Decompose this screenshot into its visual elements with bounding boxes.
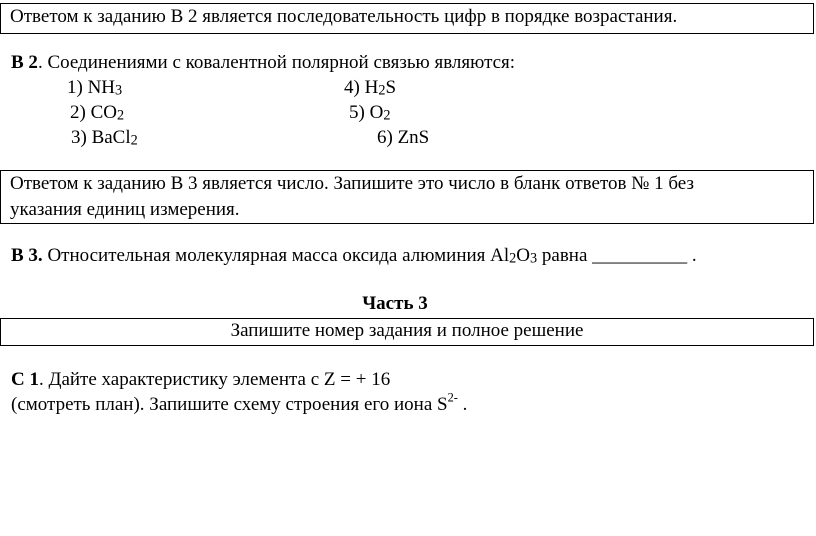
- instruction-b2-text: Ответом к заданию В 2 является последовательность цифр в порядке возрастания.: [10, 6, 678, 27]
- b2-question-text: . Соединениями с ковалентной полярной связью являются:: [37, 52, 516, 73]
- b2-option-5: 5) $O_2$: [349, 102, 391, 124]
- b2-label: В 2: [11, 52, 38, 73]
- instruction-box-b2: [0, 3, 814, 34]
- instruction-box-b3: [0, 170, 814, 224]
- part3-instruction-box: [0, 318, 814, 346]
- part3-title: Часть 3: [362, 293, 428, 314]
- b3-label: В 3.: [11, 245, 43, 266]
- b3-question: В 3. Относительная молекулярная масса оксида алюминия $Al_2O_3$ равна __________ .: [11, 245, 697, 267]
- instruction-b3-line1: Ответом к заданию В 3 является число. Запишите это число в бланк ответов № 1 без: [10, 173, 694, 194]
- instruction-b3-line2: указания единиц измерения.: [10, 199, 240, 220]
- b2-option-3: 3) BaCl$_2$: [71, 127, 138, 149]
- b2-option-4: 4) $H_2S$: [344, 77, 397, 99]
- c1-label: С 1: [11, 369, 39, 390]
- b2-option-1: 1) $NH_3$: [67, 77, 123, 99]
- b2-option-6: 6) ZnS: [377, 127, 430, 148]
- c1-line1: С 1. Дайте характеристику элемента с Z = + 16: [11, 369, 391, 390]
- b2-option-2: 2) $CO_2$: [70, 102, 125, 124]
- part3-instruction-text: Запишите номер задания и полное решение: [230, 320, 584, 341]
- c1-line2: (смотреть план). Запишите схему строения его иона $S^{2-}$ .: [11, 390, 468, 415]
- b2-question: [11, 52, 515, 74]
